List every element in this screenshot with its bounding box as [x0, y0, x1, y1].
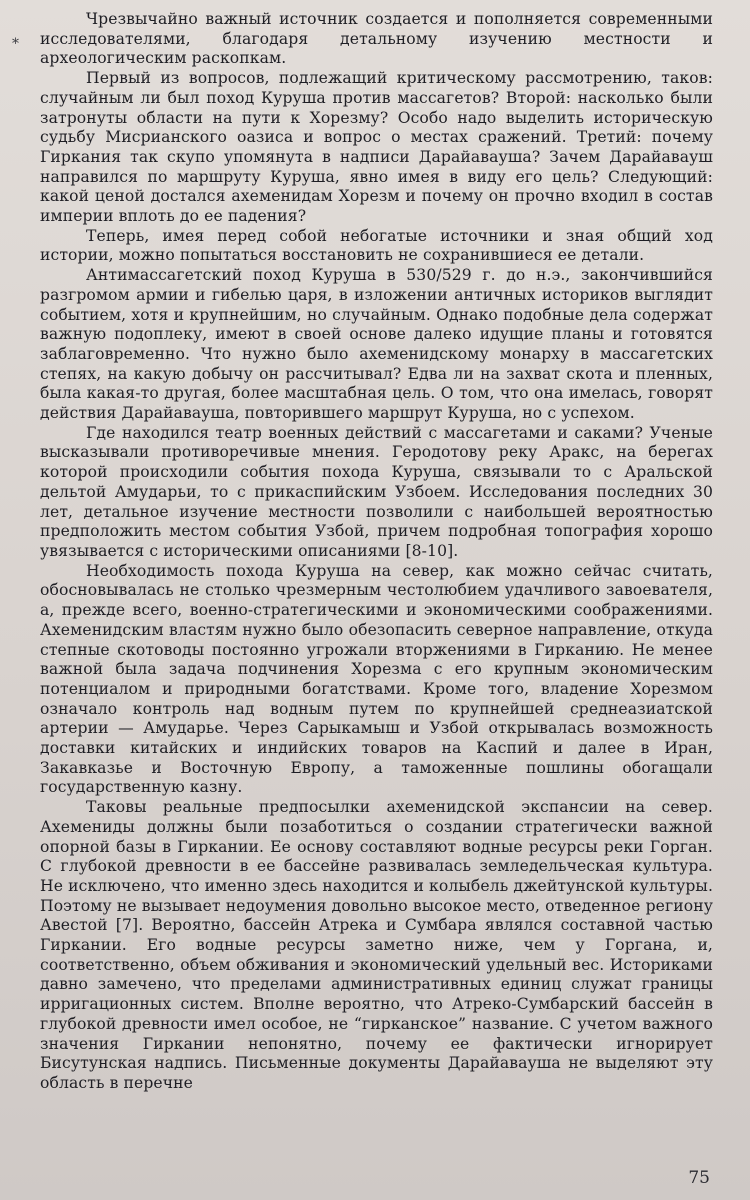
paragraph: Где находился театр военных действий с массагетами и саками? Ученые высказывали противоречивые мнения. Геродотову реку Аракс, на берегах которой происходили события похода Куруша, связывали то с Аральской дельтой Амударьи, то с прикаспийским Узбоем. Исследования последних 30 лет, детальное изучение местности позволили с наибольшей вероятностью предположить местом события Узбой, причем подробная топография хорошо увязывается с историческими описаниями [8-10]. [40, 423, 713, 560]
body-text [40, 10, 713, 1094]
paragraph: Антимассагетский поход Куруша в 530/529 г. до н.э., закончившийся разгромом армии и гибелью царя, в изложении античных историков выглядит событием, хотя и крупнейшим, но случайным. Однако подобные дела содержат важную подоплеку, имеют в своей основе далеко идущие планы и готовятся заблаговременно. Что нужно было ахеменидскому монарху в массагетских степях, на какую добычу он рассчитывал? Едва ли на захват скота и пленных, была какая-то другая, более масштабная цель. О том, что она имелась, говорят действия Дарайавауша, повторившего маршрут Куруша, но с успехом. [40, 266, 713, 423]
paragraph: Первый из вопросов, подлежащий критическому рассмотрению, таков: случайным ли был поход Куруша против массагетов? Второй: насколько были затронуты области на пути к Хорезму? Особо надо выделить историческую судьбу Мисрианского оазиса и вопрос о местах сражений. Третий: почему Гиркания так скупо упомянута в надписи Дарайавауша? Зачем Дарайавауш направился по маршруту Куруша, явно имея в виду его цель? Следующий: какой ценой достался ахеменидам Хорезм и почему он прочно входил в состав империи вплоть до ее падения? [40, 69, 713, 226]
paragraph: Таковы реальные предпосылки ахеменидской экспансии на север. Ахемениды должны были позаботиться о создании стратегически важной опорной базы в Гиркании. Ее основу составляют водные ресурсы реки Горган. С глубокой древности в ее бассейне развивалась земледельческая культура. Не исключено, что именно здесь находится и колыбель джейтунской культуры. Поэтому не вызывает недоумения довольно высокое место, отведенное региону Авестой [7]. Вероятно, бассейн Атрека и Сумбара являлся составной частью Гиркании. Его водные ресурсы заметно ниже, чем у Горгана, и, соответственно, объем обживания и экономический удельный вес. Историками давно замечено, что пределами административных единиц служат границы ирригационных систем. Вполне вероятно, что Атреко-Сумбарский бассейн в глубокой древности имел особое, не “гирканское” название. С учетом важного значения Гиркании непонятно, почему ее фактически игнорирует Бисутунская надпись. Письменные документы Дарайавауша не выделяют эту область в перечне [40, 798, 713, 1092]
paragraph: Необходимость похода Куруша на север, как можно сейчас считать, обосновывалась не столько чрезмерным честолюбием удачливого завоевателя, а, прежде всего, военно-стратегическими и экономическими соображениями. Ахеменидским властям нужно было обезопасить северное направление, откуда степные скотоводы постоянно угрожали вторжениями в Гирканию. Не менее важной была задача подчинения Хорезма с его крупным экономическим потенциалом и природными богатствами. Кроме того, владение Хорезмом означало контроль над водным путем по крупнейшей среднеазиатской артерии — Амударье. Через Сарыкамыш и Узбой открывалась возможность доставки китайских и индийских товаров на Каспий и далее в Иран, Закавказье и Восточную Европу, а таможенные пошлины обогащали государственную казну. [40, 561, 713, 797]
margin-pencil-mark: * [12, 36, 19, 52]
paragraph: Чрезвычайно важный источник создается и пополняется современными исследователями, благодаря детальному изучению местности и археологическим раскопкам. [40, 10, 713, 68]
paragraph: Теперь, имея перед собой небогатые источники и зная общий ход истории, можно попытаться восстановить не сохранившиеся ее детали. [40, 226, 713, 265]
page-number: 75 [688, 1168, 710, 1188]
